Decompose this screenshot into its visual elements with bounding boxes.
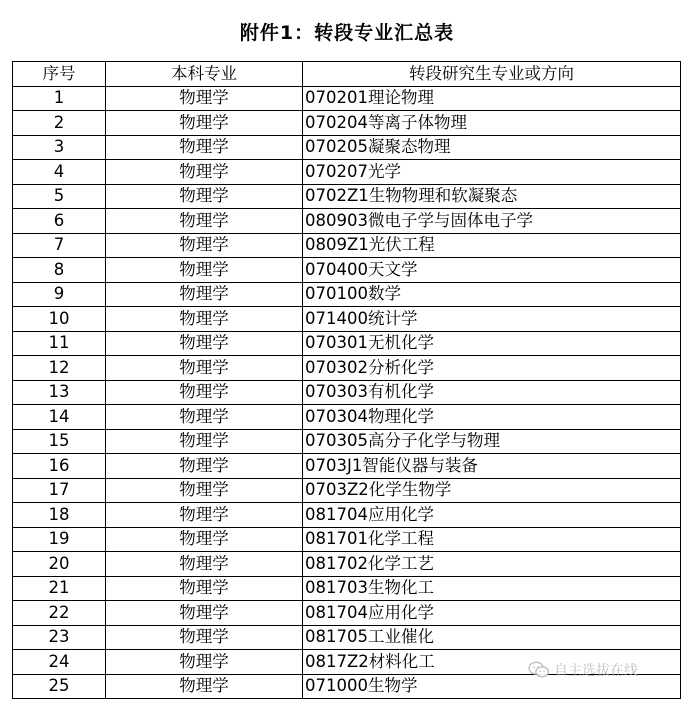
table-row [13,160,681,185]
table-row [13,184,681,209]
row-index: 4 [13,160,106,185]
row-undergrad-major: 物理学 [106,184,303,209]
row-index: 8 [13,258,106,283]
row-graduate-major: 070100数学 [303,282,681,307]
row-undergrad-major: 物理学 [106,258,303,283]
table-row [13,478,681,503]
row-undergrad-major: 物理学 [106,454,303,479]
row-graduate-major: 081702化学工艺 [303,552,681,577]
row-index: 23 [13,625,106,650]
row-graduate-major: 081701化学工程 [303,527,681,552]
row-undergrad-major: 物理学 [106,356,303,381]
row-graduate-major: 070305高分子化学与物理 [303,429,681,454]
row-graduate-major: 080903微电子学与固体电子学 [303,209,681,234]
table-row [13,405,681,430]
row-undergrad-major: 物理学 [106,503,303,528]
row-index: 12 [13,356,106,381]
row-undergrad-major: 物理学 [106,478,303,503]
row-undergrad-major: 物理学 [106,135,303,160]
row-graduate-major: 070303有机化学 [303,380,681,405]
page-title: 附件1：转段专业汇总表 [239,22,455,44]
table-row [13,307,681,332]
table-row [13,625,681,650]
row-undergrad-major: 物理学 [106,86,303,111]
table-row [13,380,681,405]
row-graduate-major: 081705工业催化 [303,625,681,650]
table-row [13,576,681,601]
row-graduate-major: 0809Z1光伏工程 [303,233,681,258]
row-undergrad-major: 物理学 [106,233,303,258]
row-graduate-major: 0817Z2材料化工 [303,650,681,675]
row-index: 16 [13,454,106,479]
row-undergrad-major: 物理学 [106,282,303,307]
row-index: 17 [13,478,106,503]
table-row [13,86,681,111]
row-undergrad-major: 物理学 [106,576,303,601]
row-graduate-major: 071000生物学 [303,674,681,699]
row-index: 18 [13,503,106,528]
row-index: 20 [13,552,106,577]
row-undergrad-major: 物理学 [106,405,303,430]
table-row [13,209,681,234]
row-graduate-major: 070400天文学 [303,258,681,283]
row-undergrad-major: 物理学 [106,111,303,136]
row-undergrad-major: 物理学 [106,527,303,552]
watermark-text: 自主选拔在线 [554,663,638,679]
row-index: 3 [13,135,106,160]
row-index: 15 [13,429,106,454]
row-undergrad-major: 物理学 [106,650,303,675]
wechat-icon [528,661,550,679]
row-index: 25 [13,674,106,699]
row-undergrad-major: 物理学 [106,209,303,234]
row-index: 14 [13,405,106,430]
row-index: 2 [13,111,106,136]
table-row [13,356,681,381]
table-row [13,111,681,136]
row-index: 11 [13,331,106,356]
row-graduate-major: 071400统计学 [303,307,681,332]
table-row [13,331,681,356]
row-undergrad-major: 物理学 [106,625,303,650]
table-row [13,233,681,258]
row-index: 1 [13,86,106,111]
row-graduate-major: 070201理论物理 [303,86,681,111]
table-row [13,527,681,552]
major-transfer-table [12,61,681,699]
row-undergrad-major: 物理学 [106,331,303,356]
table-row [13,601,681,626]
row-graduate-major: 070302分析化学 [303,356,681,381]
row-graduate-major: 081704应用化学 [303,503,681,528]
row-undergrad-major: 物理学 [106,601,303,626]
row-undergrad-major: 物理学 [106,307,303,332]
row-graduate-major: 081703生物化工 [303,576,681,601]
watermark [528,660,638,680]
row-index: 5 [13,184,106,209]
row-graduate-major: 070205凝聚态物理 [303,135,681,160]
row-graduate-major: 070204等离子体物理 [303,111,681,136]
row-graduate-major: 070304物理化学 [303,405,681,430]
row-index: 9 [13,282,106,307]
row-index: 10 [13,307,106,332]
row-index: 19 [13,527,106,552]
row-index: 7 [13,233,106,258]
table-row [13,282,681,307]
row-index: 24 [13,650,106,675]
row-graduate-major: 070207光学 [303,160,681,185]
table-row [13,135,681,160]
row-undergrad-major: 物理学 [106,429,303,454]
row-undergrad-major: 物理学 [106,160,303,185]
table-row [13,258,681,283]
header-undergrad-major: 本科专业 [106,62,303,87]
row-index: 13 [13,380,106,405]
table-row [13,552,681,577]
row-undergrad-major: 物理学 [106,552,303,577]
table-header-row [13,62,681,87]
row-index: 6 [13,209,106,234]
row-graduate-major: 0703J1智能仪器与装备 [303,454,681,479]
row-undergrad-major: 物理学 [106,674,303,699]
table-row [13,429,681,454]
header-index: 序号 [13,62,106,87]
row-graduate-major: 081704应用化学 [303,601,681,626]
row-graduate-major: 0703Z2化学生物学 [303,478,681,503]
header-graduate-major: 转段研究生专业或方向 [303,62,681,87]
row-graduate-major: 0702Z1生物物理和软凝聚态 [303,184,681,209]
table-row [13,503,681,528]
row-undergrad-major: 物理学 [106,380,303,405]
table-row [13,454,681,479]
row-index: 21 [13,576,106,601]
row-index: 22 [13,601,106,626]
row-graduate-major: 070301无机化学 [303,331,681,356]
